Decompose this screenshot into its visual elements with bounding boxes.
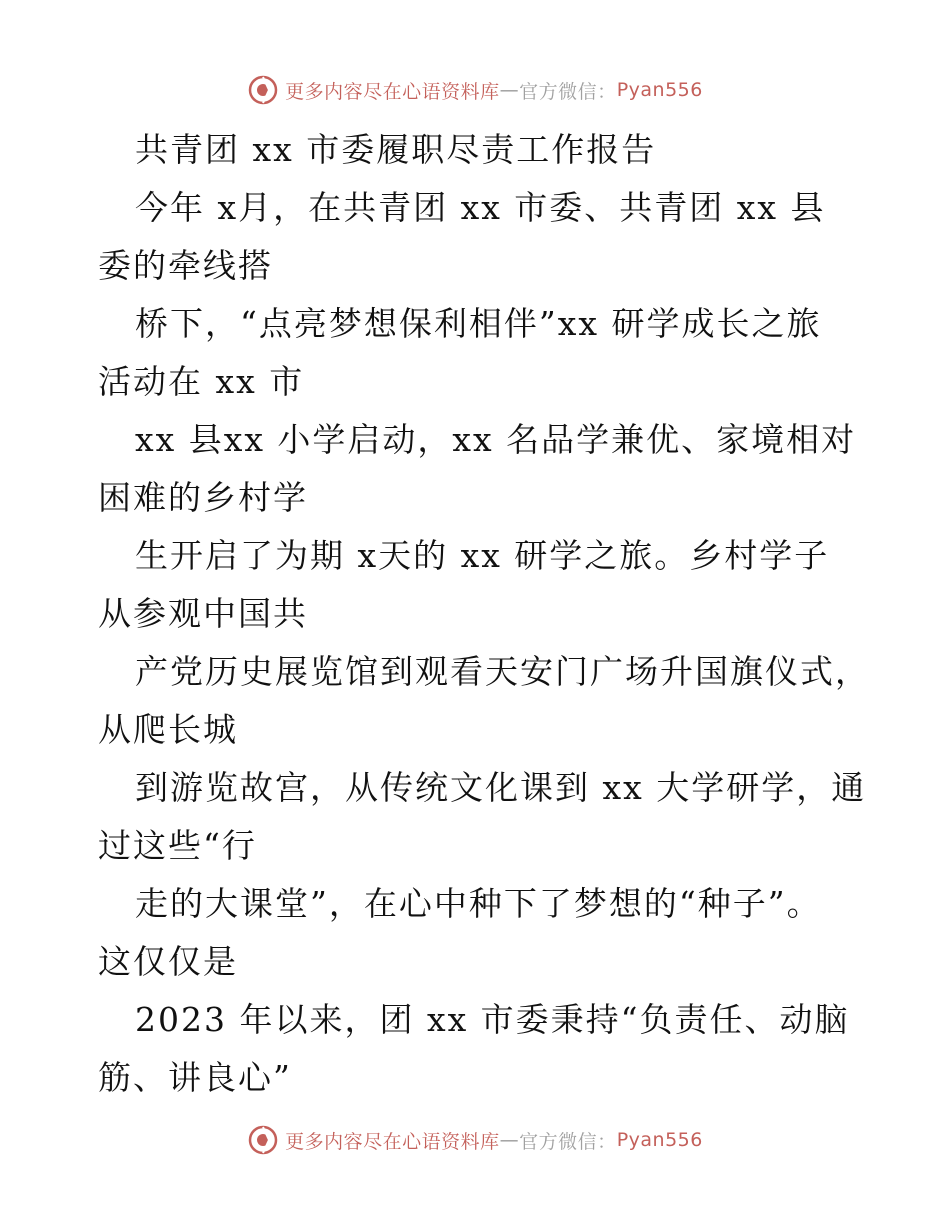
paragraph-line: 筋、讲良心”: [98, 1058, 292, 1097]
paragraph-line: 过这些“行: [98, 826, 257, 865]
paragraph-line: 2023 年以来，团 xx 市委秉持“负责任、动脑: [135, 1000, 850, 1039]
footer-banner: [0, 1120, 950, 1160]
paragraph-line: 产党历史展览馆到观看天安门广场升国旗仪式，: [135, 652, 870, 691]
document-title: 共青团 xx 市委履职尽责工作报告: [135, 130, 657, 169]
banner-wechat-id: Pyan556: [616, 1129, 703, 1151]
banner-subtitle: 官方微信：: [519, 1130, 617, 1153]
banner-subtitle: 官方微信：: [519, 80, 617, 103]
paragraph-line: 活动在 xx 市: [98, 362, 305, 401]
banner-title: 更多内容尽在心语资料库: [285, 1130, 500, 1153]
banner-separator: —: [499, 1129, 520, 1151]
paragraph-line: xx 县xx 小学启动，xx 名品学兼优、家境相对: [135, 420, 857, 459]
paragraph-line: 桥下，“点亮梦想保利相伴”xx 研学成长之旅: [135, 304, 822, 343]
paragraph-line: 从参观中国共: [98, 594, 308, 633]
paragraph-line: 今年 x月，在共青团 xx 市委、共青团 xx 县: [135, 188, 826, 227]
paragraph-line: 困难的乡村学: [98, 478, 308, 517]
paragraph-line: 走的大课堂”，在心中种下了梦想的“种子”。: [135, 884, 822, 923]
header-banner: [0, 70, 950, 110]
logo-icon: [247, 74, 279, 106]
paragraph-line: 委的牵线搭: [98, 246, 273, 285]
paragraph-line: 到游览故宫，从传统文化课到 xx 大学研学，通: [135, 768, 867, 807]
logo-icon: [247, 1124, 279, 1156]
banner-separator: —: [499, 79, 520, 101]
banner-title: 更多内容尽在心语资料库: [285, 80, 500, 103]
paragraph-line: 从爬长城: [98, 710, 238, 749]
paragraph-line: 生开启了为期 x天的 xx 研学之旅。乡村学子: [135, 536, 830, 575]
banner-wechat-id: Pyan556: [616, 79, 703, 101]
paragraph-line: 这仅仅是: [98, 942, 238, 981]
